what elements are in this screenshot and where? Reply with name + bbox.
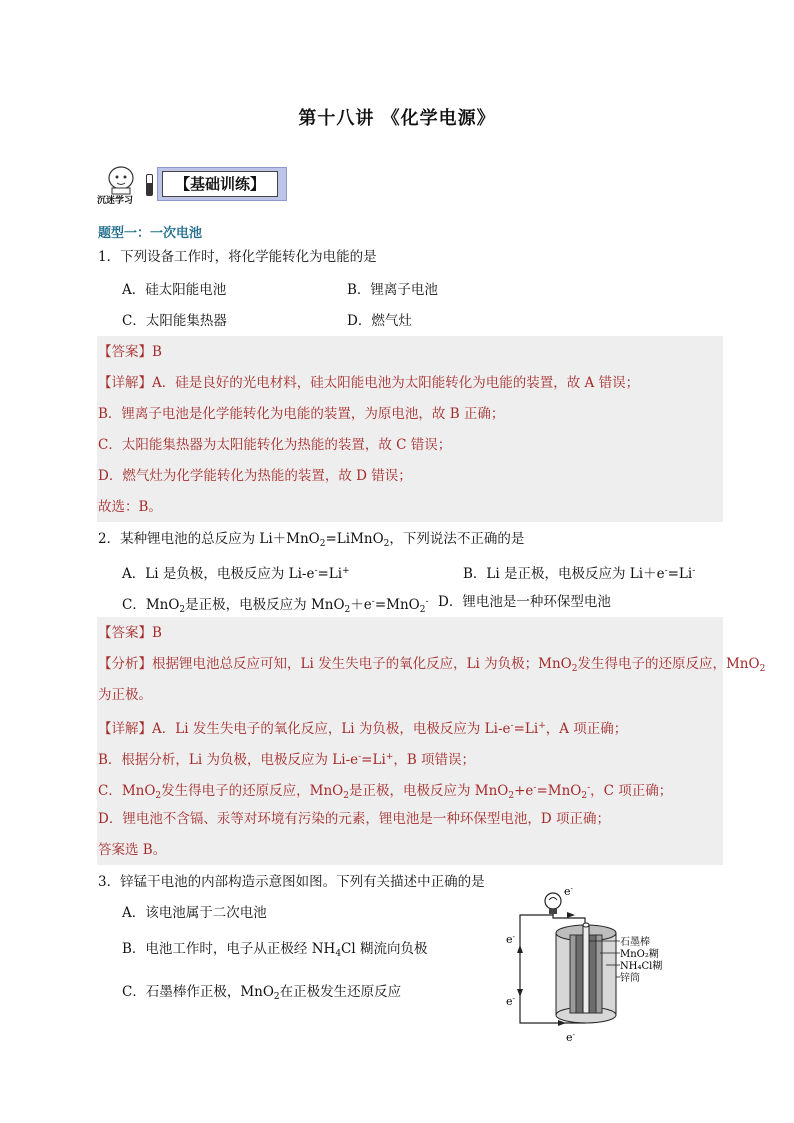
label-zinc-can: 锌筒 — [620, 973, 640, 984]
label-nh4cl-paste: NH₄Cl糊 — [620, 961, 663, 972]
zinc-cell — [556, 923, 616, 1023]
q1-option-c: C．太阳能集热器 — [122, 313, 227, 329]
q2-answer: 【答案】B — [98, 625, 162, 641]
q1-detail-2: B．锂离子电池是化学能转化为电能的装置，为原电池，故 B 正确； — [98, 406, 505, 422]
arrow-icon — [567, 912, 575, 918]
arrow-icon — [517, 945, 523, 953]
label-mno2-paste: MnO₂糊 — [620, 949, 659, 960]
circuit-wire — [520, 914, 553, 1023]
q2-detail-2: B．根据分析，Li 为负极，电极反应为 Li-e-=Li+，B 项错误； — [98, 752, 476, 768]
electron-label-left-up: e- — [506, 933, 515, 946]
electron-label-top: e- — [564, 885, 573, 898]
section-banner — [157, 167, 287, 201]
q2-analysis-cont: 为正极。 — [98, 687, 152, 703]
page-title: 第十八讲 《化学电源》 — [298, 108, 496, 129]
q1-answer: 【答案】B — [98, 344, 162, 360]
q1-detail-3: C．太阳能集热器为太阳能转化为热能的装置，故 C 错误； — [98, 437, 452, 453]
banner-text: 【基础训练】 — [162, 171, 278, 197]
q1-option-a: A．硅太阳能电池 — [122, 282, 227, 298]
q2-option-a: A．Li 是负极，电极反应为 Li-e-=Li+ — [122, 566, 350, 582]
q1-detail-5: 故选：B。 — [98, 499, 162, 515]
q3-option-b: B．电池工作时，电子从正极经 $NH_4Cl$ 糊流向负极 — [122, 941, 428, 959]
electron-label-bottom: e- — [566, 1031, 575, 1044]
test-tube-icon — [146, 174, 153, 196]
banner-label: 沉迷学习 — [97, 196, 134, 206]
q2-detail-5: 答案选 B。 — [98, 842, 167, 858]
q2-option-b: B．Li 是正极，电极反应为 Li＋e-=Li- — [463, 566, 696, 582]
section-heading: 题型一：一次电池 — [98, 226, 203, 241]
q3-stem: 3．锌锰干电池的内部构造示意图如图。下列有关描述中正确的是 — [98, 874, 485, 890]
q1-option-b: B．锂离子电池 — [347, 282, 438, 298]
q1-stem: 1．下列设备工作时，将化学能转化为电能的是 — [98, 249, 377, 265]
q2-analysis: 【分析】根据锂电池总反应可知，Li 发生失电子的氧化反应，Li 为负极；MnO$_2$发生得电子的还原反应，MnO$_2$ — [98, 656, 766, 674]
q3-option-a: A．该电池属于二次电池 — [122, 905, 267, 921]
electron-label-left-down: e- — [506, 995, 515, 1008]
label-graphite-rod: 石墨棒 — [620, 937, 650, 948]
q2-option-d: D．锂电池是一种环保型电池 — [438, 594, 611, 610]
bulb-icon — [545, 893, 561, 914]
q1-answer-block — [97, 336, 723, 522]
q2-detail-1: 【详解】A．Li 发生失电子的氧化反应，Li 为负极，电极反应为 Li-e-=Li+，A 项正确； — [98, 721, 628, 737]
arrow-icon — [517, 989, 523, 997]
q1-option-d: D．燃气灶 — [347, 313, 412, 329]
q1-detail-4: D．燃气灶为化学能转化为热能的装置，故 D 错误； — [98, 468, 412, 484]
q2-detail-3: C．MnO$_2$发生得电子的还原反应，MnO$_2$是正极，电极反应为 MnO$_2$+e-=MnO$_2$-，C 项正确； — [98, 783, 673, 801]
q3-option-c: C．石墨棒作正极，MnO$_2$在正极发生还原反应 — [122, 984, 402, 1002]
q1-detail-1: 【详解】A．硅是良好的光电材料，硅太阳能电池为太阳能转化为电能的装置，故 A 错误； — [98, 375, 640, 391]
q2-stem: 2．某种锂电池的总反应为 Li＋MnO$_2$=LiMnO$_2$，下列说法不正确的是 — [98, 531, 525, 549]
battery-diagram — [500, 885, 680, 1045]
q2-detail-4: D．锂电池不含镉、汞等对环境有污染的元素，锂电池是一种环保型电池，D 项正确； — [98, 811, 610, 827]
q2-option-c: C．MnO$_2$是正极，电极反应为 MnO$_2$＋e-=MnO$_2$- — [122, 597, 429, 615]
